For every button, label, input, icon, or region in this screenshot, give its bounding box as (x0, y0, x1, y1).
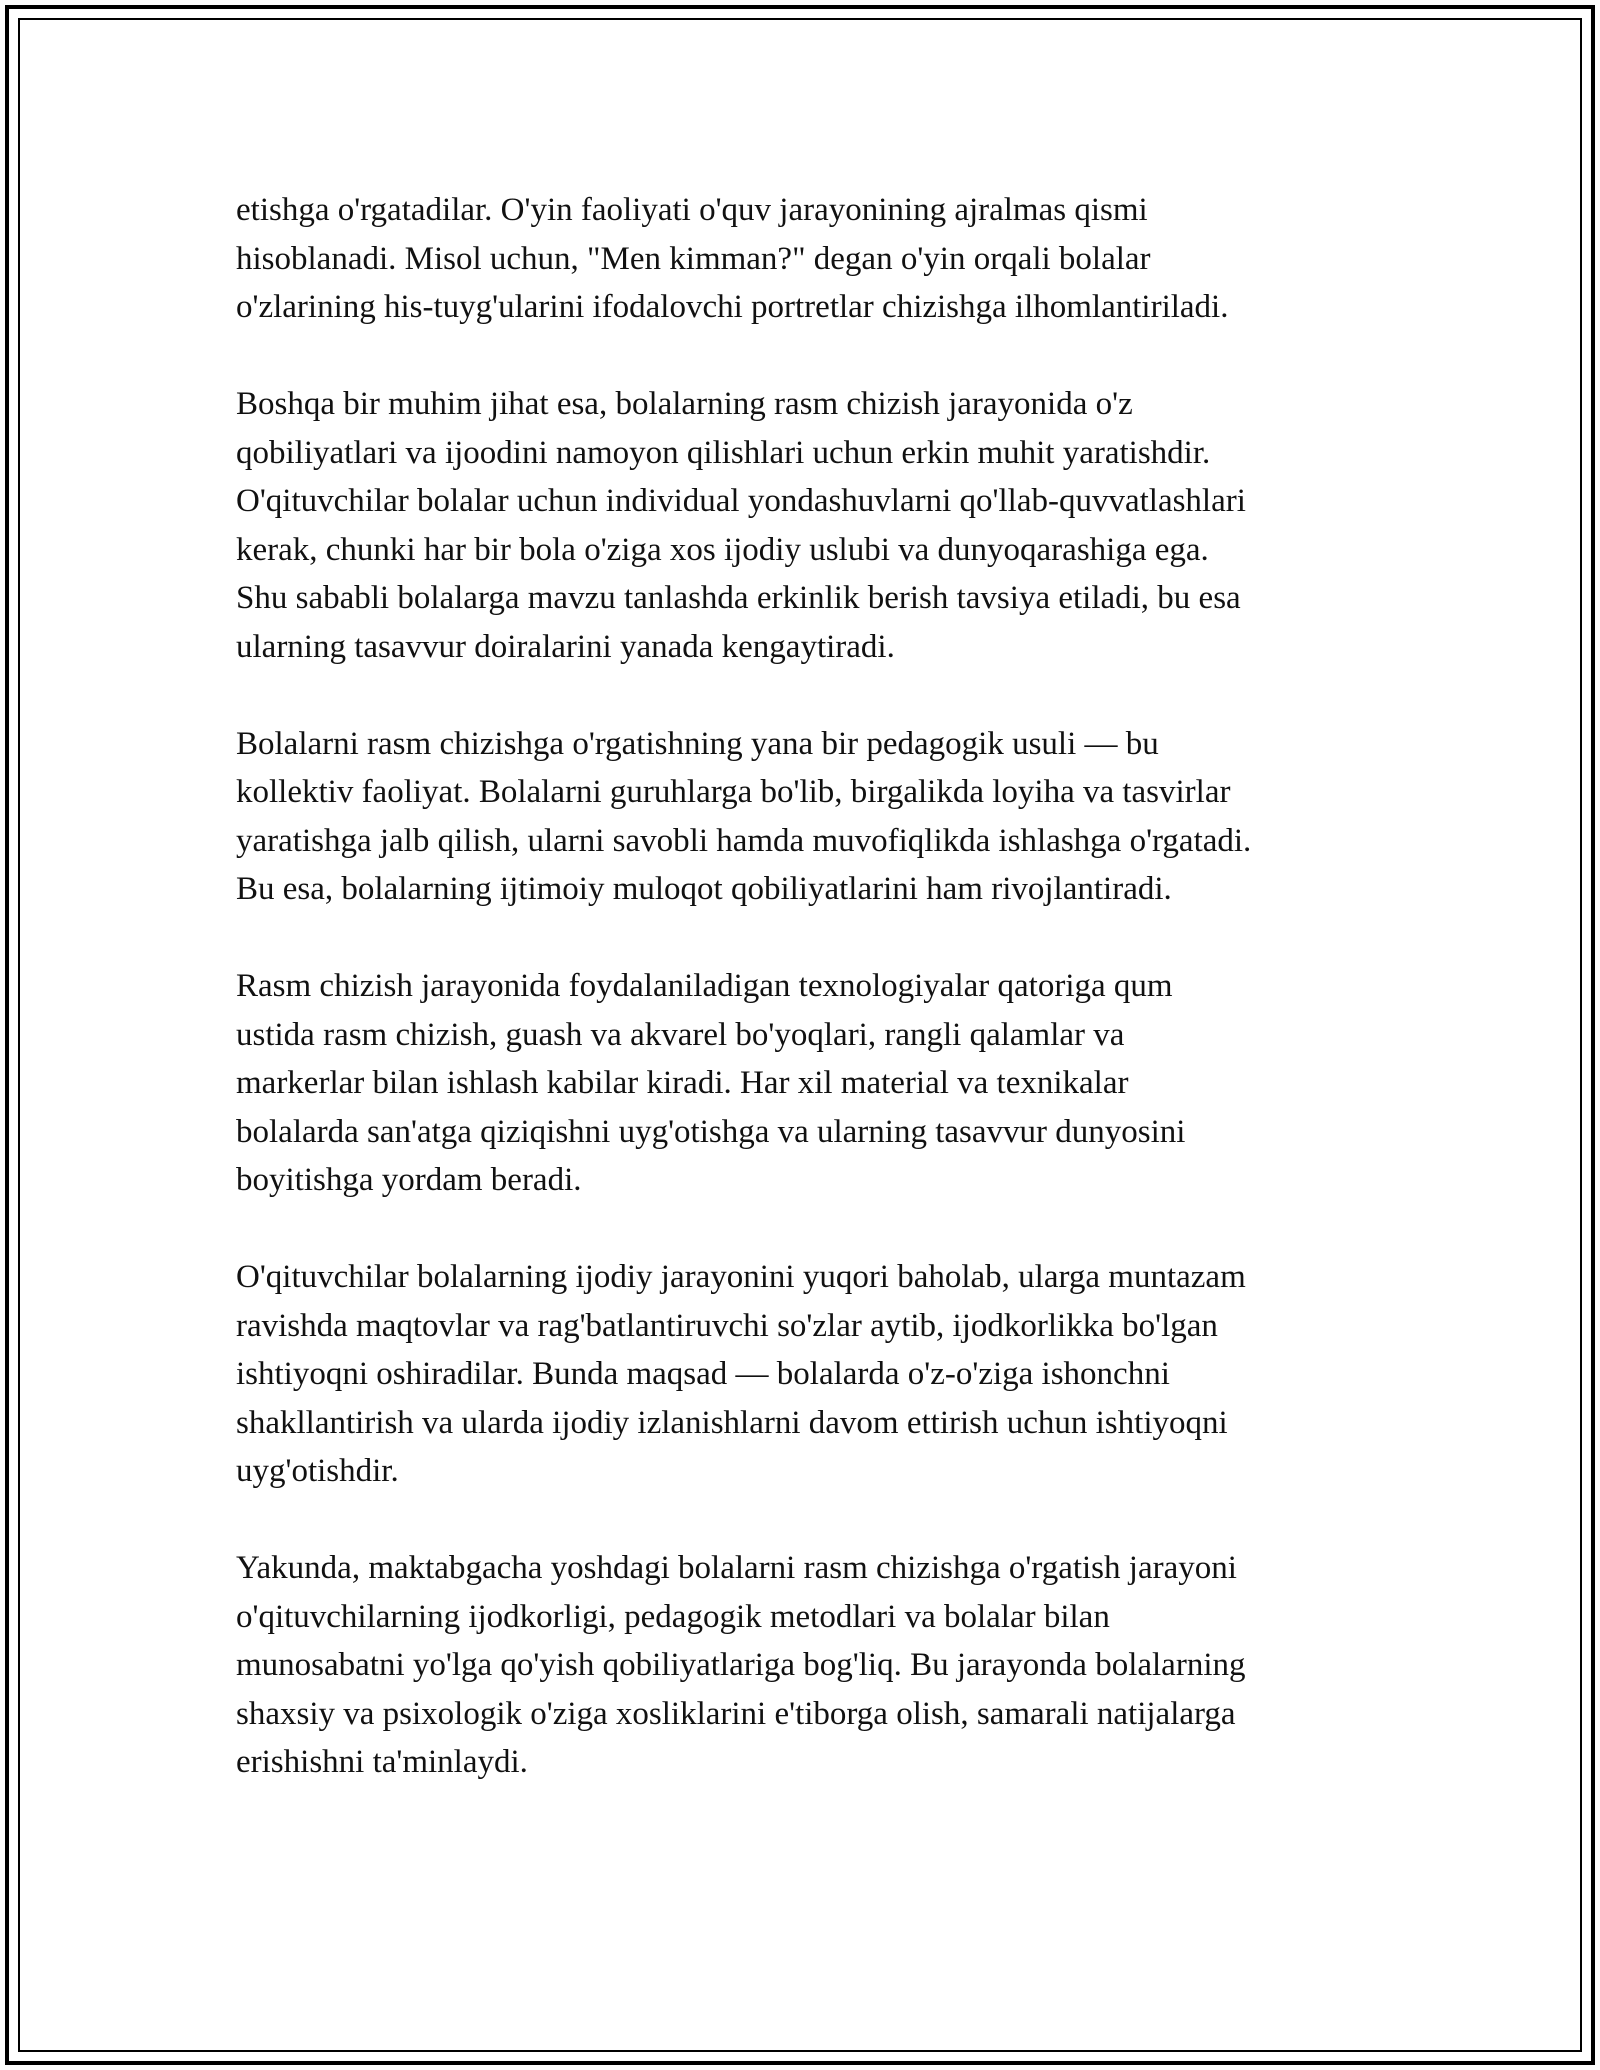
text-line: markerlar bilan ishlash kabilar kiradi. Har xil material va texnikalar (236, 1065, 1129, 1101)
text-line: uyg'otishdir. (236, 1453, 399, 1489)
text-line: erishishni ta'minlaydi. (236, 1744, 528, 1780)
text-line: yaratishga jalb qilish, ularni savobli hamda muvofiqlikda ishlashga o'rgatadi. (236, 822, 1252, 859)
paragraph-3 (236, 720, 1376, 914)
text-line: kollektiv faoliyat. Bolalarni guruhlarga bo'lib, birgalikda loyiha va tasvirlar (236, 774, 1231, 810)
text-line: ularning tasavvur doiralarini yanada kengaytiradi. (236, 628, 895, 665)
text-line: Yakunda, maktabgacha yoshdagi bolalarni rasm chizishga o'rgatish jarayoni (236, 1550, 1237, 1586)
paragraph-6 (236, 1544, 1376, 1787)
text-line: etishga o'rgatadilar. O'yin faoliyati o'quv jarayonining ajralmas qismi (236, 192, 1148, 228)
paragraph-4 (236, 962, 1376, 1205)
text-line: Bolalarni rasm chizishga o'rgatishning yana bir pedagogik usuli — bu (236, 725, 1159, 762)
text-line: qobiliyatlari va ijoodini namoyon qilishlari uchun erkin muhit yaratishdir. (236, 434, 1211, 471)
text-line: ravishda maqtovlar va rag'batlantiruvchi so'zlar aytib, ijodkorlikka bo'lgan (236, 1307, 1218, 1344)
text-line: munosabatni yo'lga qo'yish qobiliyatlariga bog'liq. Bu jarayonda bolalarning (236, 1647, 1246, 1683)
text-line: O'qituvchilar bolalarning ijodiy jarayonini yuqori baholab, ularga muntazam (236, 1259, 1246, 1295)
text-line: bolalarda san'atga qiziqishni uyg'otishga va ularning tasavvur dunyosini (236, 1113, 1186, 1150)
text-line: Boshqa bir muhim jihat esa, bolalarning rasm chizish jarayonida o'z (236, 386, 1133, 422)
text-line: O'qituvchilar bolalar uchun individual yondashuvlarni qo'llab-quvvatlashlari (236, 483, 1246, 519)
text-line: ishtiyoqni oshiradilar. Bunda maqsad — bolalarda o'z-o'ziga ishonchni (236, 1356, 1170, 1392)
paragraph-1 (236, 186, 1376, 332)
text-line: o'zlarining his-tuyg'ularini ifodalovchi portretlar chizishga ilhomlantiriladi. (236, 289, 1229, 325)
text-line: shaxsiy va psixologik o'ziga xosliklarini e'tiborga olish, samarali natijalarga (236, 1695, 1236, 1732)
text-line: Shu sababli bolalarga mavzu tanlashda erkinlik berish tavsiya etiladi, bu esa (236, 580, 1241, 616)
text-line: ustida rasm chizish, guash va akvarel bo'yoqlari, rangli qalamlar va (236, 1016, 1125, 1053)
text-line: Rasm chizish jarayonida foydalaniladigan texnologiyalar qatoriga qum (236, 968, 1173, 1004)
text-line: shakllantirish va ularda ijodiy izlanishlarni davom ettirish uchun ishtiyoqni (236, 1404, 1228, 1441)
text-line: hisoblanadi. Misol uchun, "Men kimman?" degan o'yin orqali bolalar (236, 240, 1151, 277)
document-body (236, 186, 1376, 1835)
text-line: boyitishga yordam beradi. (236, 1162, 582, 1198)
text-line: kerak, chunki har bir bola o'ziga xos ijodiy uslubi va dunyoqarashiga ega. (236, 531, 1209, 568)
text-line: o'qituvchilarning ijodkorligi, pedagogik metodlari va bolalar bilan (236, 1598, 1110, 1635)
paragraph-5 (236, 1253, 1376, 1496)
paragraph-2 (236, 380, 1376, 671)
text-line: Bu esa, bolalarning ijtimoiy muloqot qobiliyatlarini ham rivojlantiradi. (236, 871, 1172, 907)
